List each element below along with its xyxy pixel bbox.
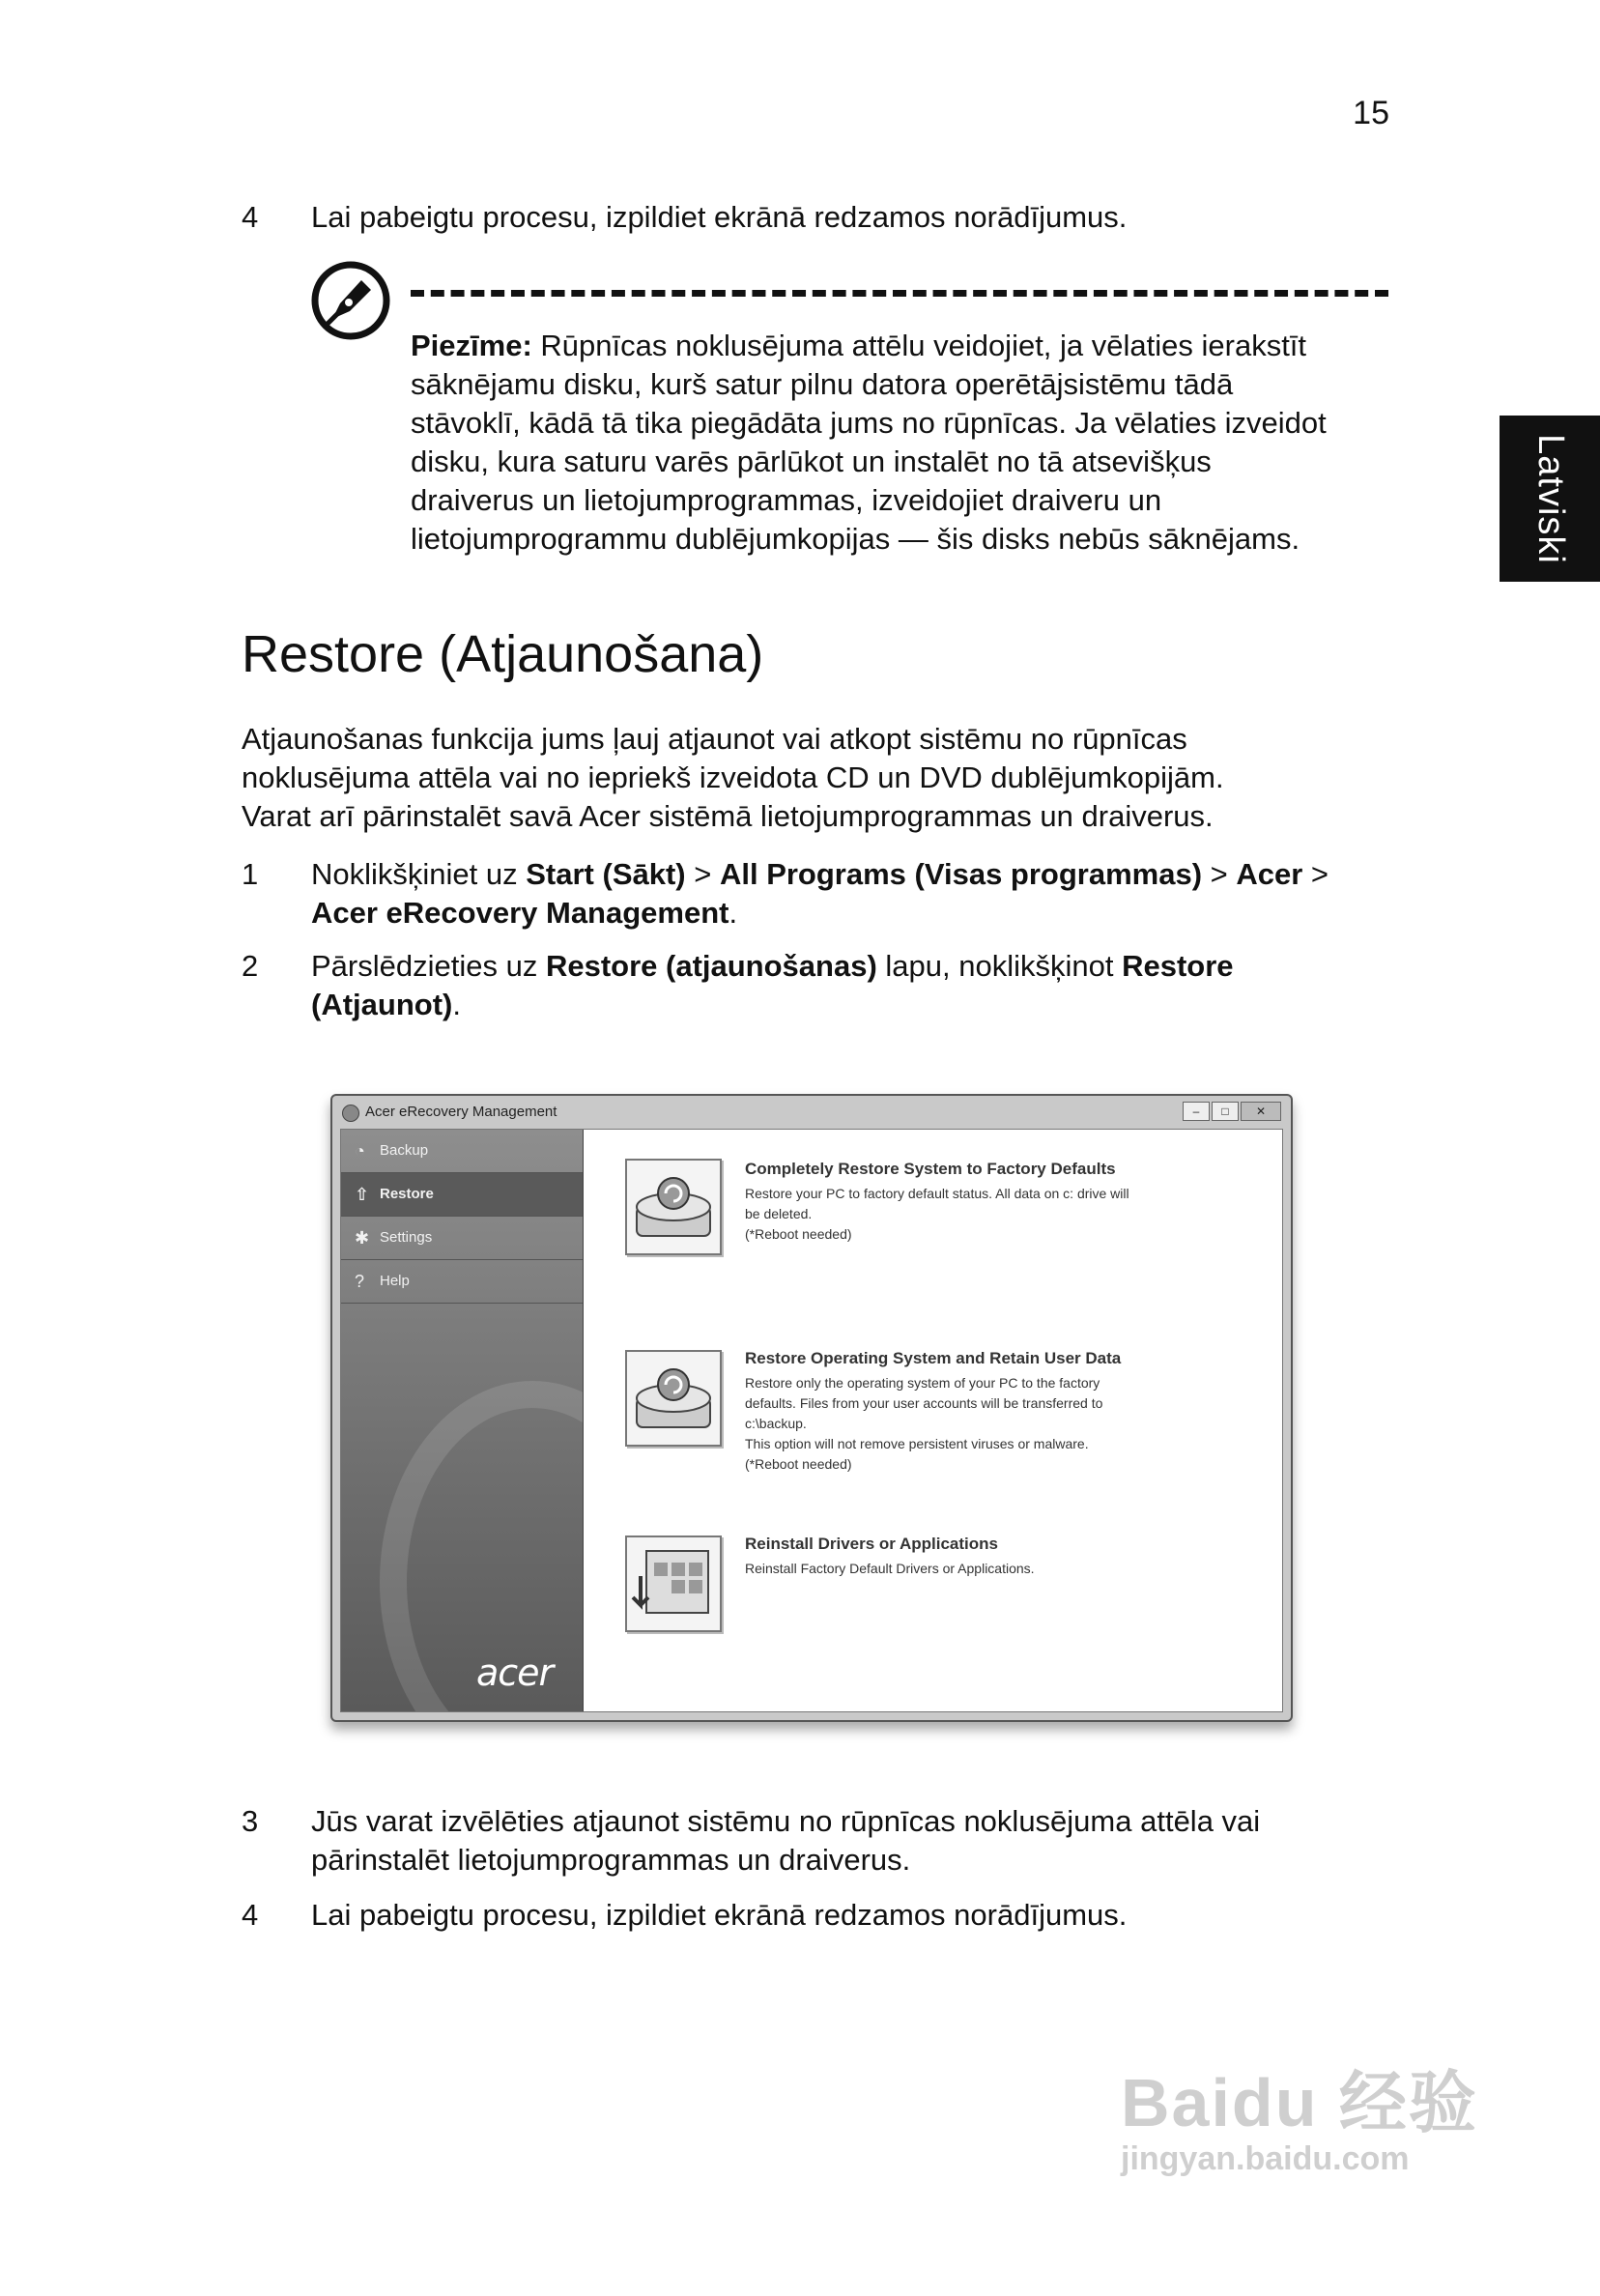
note-line: Rūpnīcas noklusējuma attēlu veidojiet, ja vēlaties ierakstīt [531,329,1307,362]
reinstall-drivers-icon[interactable] [625,1535,722,1632]
step-text: Lai pabeigtu procesu, izpildiet ekrānā redzamos norādījumus. [311,1898,1128,1932]
step-line: pārinstalēt lietojumprogrammas un draiverus. [311,1843,911,1877]
intro-line: Varat arī pārinstalēt savā Acer sistēmā lietojumprogrammas un draiverus. [242,799,1214,833]
sidebar-item-settings[interactable] [341,1217,583,1260]
step-bold: Restore (atjaunošanas) [545,949,877,983]
note-line: sāknējamu disku, kurš satur pilnu datora operētājsistēmu tādā [411,367,1234,401]
sidebar [341,1130,584,1711]
restore-os-icon[interactable] [625,1350,722,1447]
sidebar-item-backup[interactable] [341,1130,583,1173]
step-bold: Start (Sākt) [526,857,686,891]
step-text-part: lapu, noklikšķinot [876,949,1123,983]
option-desc-line: c:\backup. [745,1416,807,1431]
option-desc-line: (*Reboot needed) [745,1456,852,1472]
step-text: Lai pabeigtu procesu, izpildiet ekrānā redzamos norādījumus. [311,200,1128,234]
sidebar-item-help[interactable] [341,1260,583,1304]
language-tab [1500,416,1600,582]
step-bold: All Programs (Visas programmas) [719,857,1203,891]
step-number: 3 [242,1804,259,1838]
note-box [411,327,1386,559]
step-text-part: Noklikšķiniet uz [311,857,527,891]
step-text-part: > [1202,857,1237,891]
sidebar-item-label: Settings [380,1229,433,1246]
step-number: 1 [242,857,259,891]
step-bold: Acer eRecovery Management [311,896,729,930]
option-title[interactable]: Completely Restore System to Factory Defaults [745,1160,1116,1178]
window-body [340,1129,1283,1712]
close-button[interactable]: ✕ [1241,1102,1281,1121]
note-pen-icon [311,261,390,340]
app-logo-icon [342,1105,359,1122]
erecovery-window [330,1094,1293,1722]
note-line: lietojumprogrammu dublējumkopijas — šis disks nebūs sāknējams. [411,522,1300,556]
intro-line: Atjaunošanas funkcija jums ļauj atjaunot vai atkopt sistēmu no rūpnīcas [242,722,1187,756]
step-number: 4 [242,1898,259,1932]
sidebar-item-label: Backup [380,1142,429,1159]
step-text-part: > [685,857,720,891]
backup-icon: ◔ [355,1141,365,1161]
sidebar-item-label: Help [380,1273,410,1289]
help-icon: ? [355,1272,365,1291]
step-text-part: > [1302,857,1329,891]
page-number: 15 [1353,95,1389,131]
restore-icon: ⇧ [355,1185,370,1204]
option-description [745,1373,1209,1475]
note-line: disku, kura saturu varēs pārlūkot un instalēt no tā atsevišķus [411,445,1212,478]
option-desc-line: (*Reboot needed) [745,1226,852,1242]
option-desc-line: be deleted. [745,1206,813,1221]
window-titlebar [338,1100,1285,1125]
step-number: 2 [242,949,259,983]
maximize-button[interactable]: □ [1212,1102,1239,1121]
intro-line: noklusējuma attēla vai no iepriekš izveidota CD un DVD dublējumkopijām. [242,761,1224,794]
step-text-part: . [729,896,738,930]
watermark-url: jingyan.baidu.com [1121,2140,1410,2177]
watermark-brand: Baidu 经验 [1121,2065,1478,2140]
baidu-watermark [1121,2049,1478,2178]
option-desc-line: Restore only the operating system of your PC to the factory [745,1375,1100,1391]
note-divider [411,290,1388,297]
step-number: 4 [242,200,259,234]
option-desc-line: Reinstall Factory Default Drivers or Applications. [745,1561,1035,1576]
intro-paragraph [242,720,1401,836]
restore-factory-icon[interactable] [625,1159,722,1255]
language-tab-label: Latviski [1529,433,1571,564]
step-bold: (Atjaunot) [311,988,453,1021]
option-description [745,1559,1209,1579]
step-bold: Restore [1122,949,1234,983]
option-title[interactable]: Reinstall Drivers or Applications [745,1535,998,1553]
option-desc-line: Restore your PC to factory default status. All data on c: drive will [745,1186,1129,1201]
section-heading: Restore (Atjaunošana) [242,625,764,683]
step-bold: Acer [1236,857,1303,891]
step-text [311,1802,1393,1880]
minimize-button[interactable]: – [1183,1102,1210,1121]
option-description [745,1184,1209,1245]
option-title[interactable]: Restore Operating System and Retain User Data [745,1349,1122,1367]
step-text-part: Pārslēdzieties uz [311,949,546,983]
step-text [311,947,1393,1024]
acer-logo: acer [476,1651,554,1694]
sidebar-item-label: Restore [380,1186,434,1202]
note-line: draiverus un lietojumprogrammas, izveidojiet draiveru un [411,483,1162,517]
note-line: stāvoklī, kādā tā tika piegādāta jums no rūpnīcas. Ja vēlaties izveidot [411,406,1327,440]
window-title: Acer eRecovery Management [365,1104,557,1120]
note-label: Piezīme: [411,329,532,362]
step-text [311,855,1393,933]
option-desc-line: This option will not remove persistent viruses or malware. [745,1436,1089,1451]
step-text-part: . [452,988,461,1021]
step-line: Jūs varat izvēlēties atjaunot sistēmu no rūpnīcas noklusējuma attēla vai [311,1804,1261,1838]
sidebar-item-restore[interactable] [341,1173,583,1217]
gear-icon: ✱ [355,1228,370,1248]
option-desc-line: defaults. Files from your user accounts will be transferred to [745,1395,1103,1411]
